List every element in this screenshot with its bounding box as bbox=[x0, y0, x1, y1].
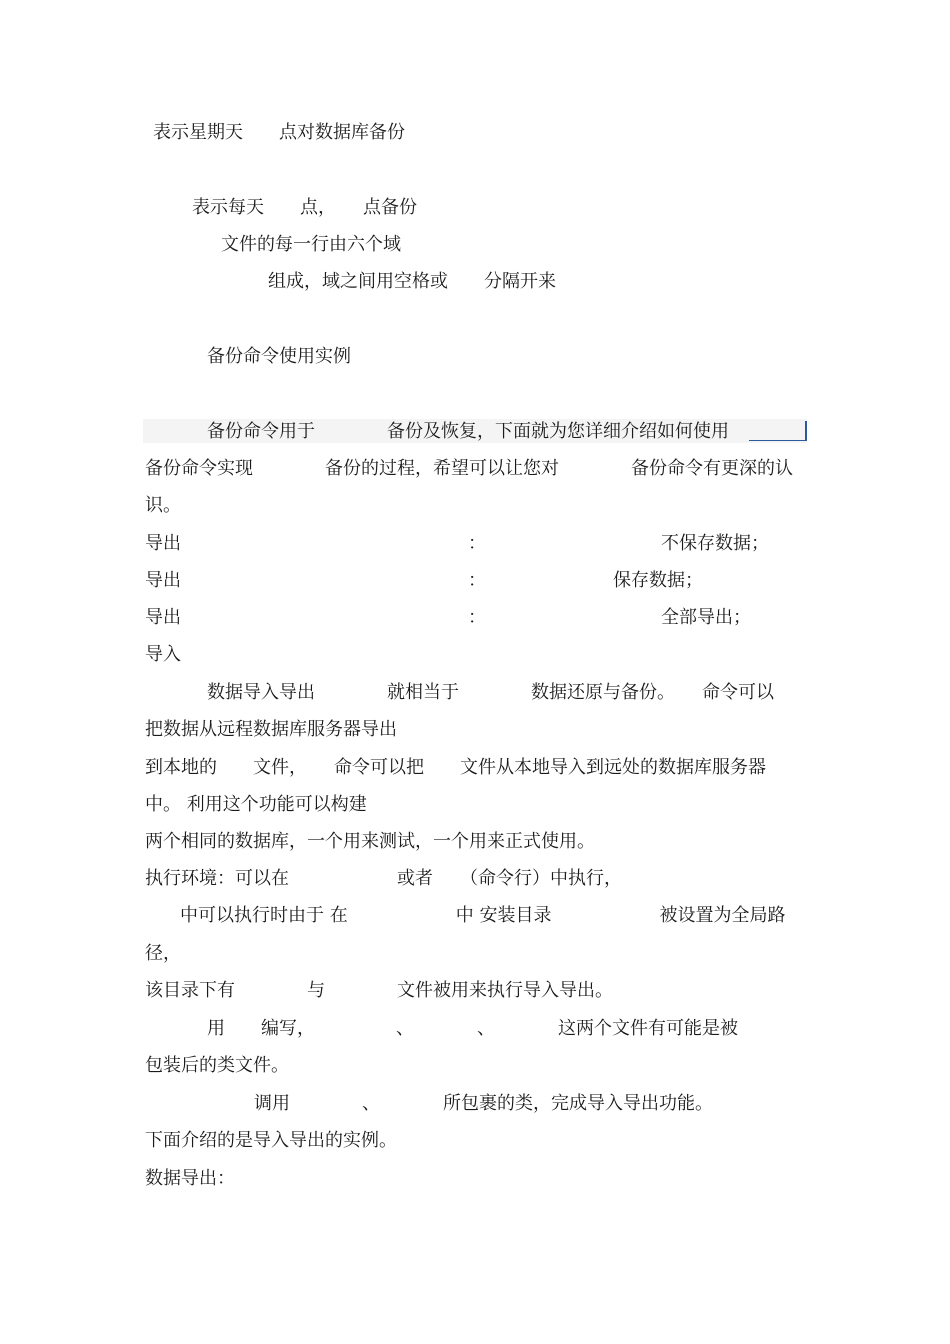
text-line: 表示星期天 点对数据库备份 bbox=[153, 122, 405, 143]
text-line: 到本地的 文件， 命令可以把 文件从本地导入到远处的数据库服务器 bbox=[145, 757, 766, 778]
text-line: 中。 利用这个功能可以构建 bbox=[145, 794, 367, 815]
text-line: 备份命令用于 备份及恢复，下面就为您详细介绍如何使用 bbox=[207, 421, 729, 442]
text-line: 导入 bbox=[145, 644, 181, 665]
text-line: 中可以执行时由于 在 中 安装目录 被设置为全局路 bbox=[180, 905, 786, 926]
text-line: 保存数据； bbox=[613, 570, 703, 591]
text-line: 导出 bbox=[145, 533, 181, 554]
section-heading: 备份命令使用实例 bbox=[207, 346, 351, 367]
text-line: 导出 bbox=[145, 607, 181, 628]
text-colon: ： bbox=[468, 607, 486, 628]
text-line: 全部导出； bbox=[661, 607, 751, 628]
text-line: 备份命令实现 备份的过程，希望可以让您对 备份命令有更深的认 bbox=[145, 458, 793, 479]
text-line: 数据导入导出 就相当于 数据还原与备份。 命令可以 bbox=[207, 682, 774, 703]
text-line: 两个相同的数据库，一个用来测试，一个用来正式使用。 bbox=[145, 831, 595, 852]
text-colon: ： bbox=[468, 570, 486, 591]
text-line: 用 编写， 、 、 这两个文件有可能是被 bbox=[207, 1018, 738, 1039]
text-line: 文件的每一行由六个域 bbox=[221, 234, 401, 255]
text-colon: ： bbox=[468, 533, 486, 554]
text-line: 包装后的类文件。 bbox=[145, 1055, 289, 1076]
text-line: 数据导出： bbox=[145, 1168, 235, 1189]
text-line: 表示每天 点， 点备份 bbox=[192, 197, 417, 218]
text-line: 调用 、 所包裹的类，完成导入导出功能。 bbox=[254, 1093, 713, 1114]
text-line: 该目录下有 与 文件被用来执行导入导出。 bbox=[145, 980, 613, 1001]
text-line: 组成，域之间用空格或 分隔开来 bbox=[268, 271, 556, 292]
text-line: 径， bbox=[145, 943, 181, 964]
text-line: 不保存数据； bbox=[661, 533, 769, 554]
field-placeholder-box bbox=[749, 421, 807, 441]
text-line: 把数据从远程数据库服务器导出 bbox=[145, 719, 397, 740]
text-line: 执行环境：可以在 或者 （命令行）中执行， bbox=[145, 868, 622, 889]
text-line: 下面介绍的是导入导出的实例。 bbox=[145, 1130, 397, 1151]
text-line: 识。 bbox=[145, 495, 181, 516]
text-line: 导出 bbox=[145, 570, 181, 591]
